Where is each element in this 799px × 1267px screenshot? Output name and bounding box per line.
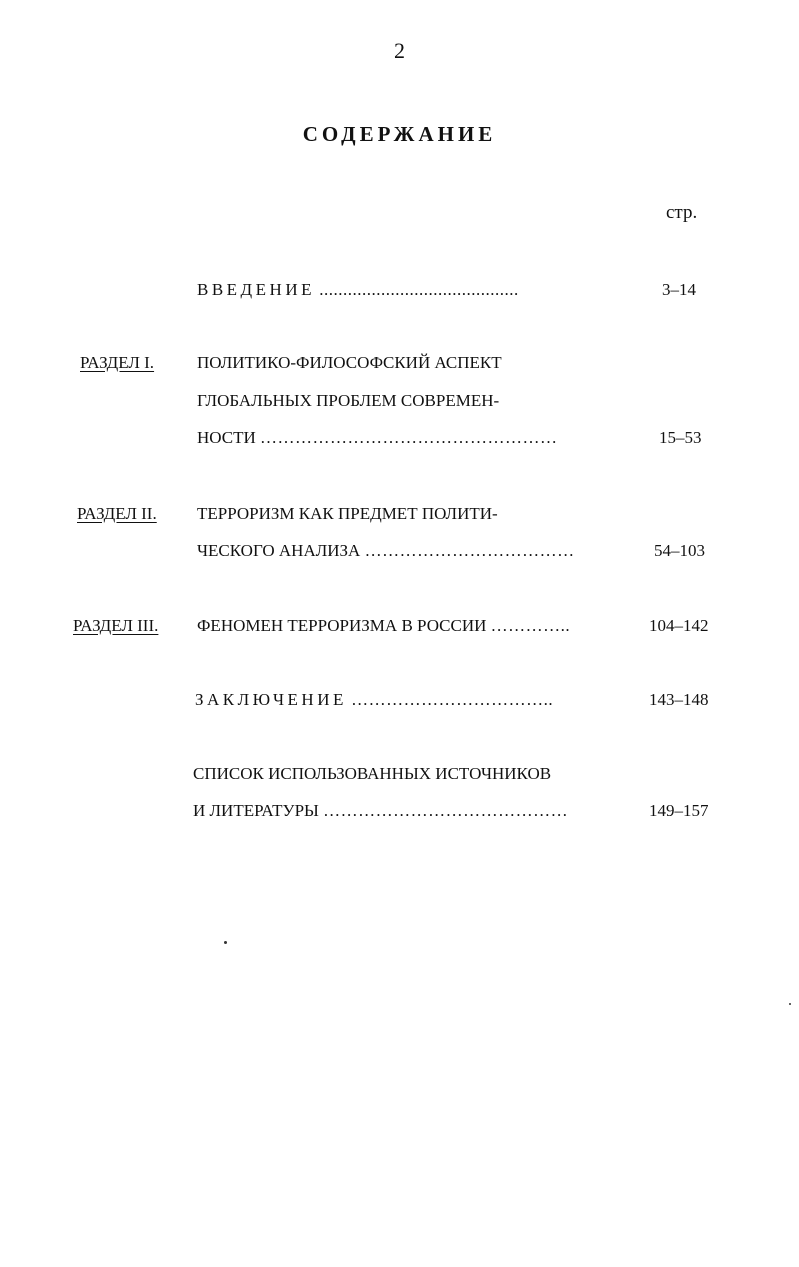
toc-entry-title: ФЕНОМЕН ТЕРРОРИЗМА В РОССИИ (197, 616, 487, 635)
toc-entry-pages: 3–14 (662, 280, 696, 299)
toc-entry-title: ПОЛИТИКО-ФИЛОСОФСКИЙ АСПЕКТ (197, 353, 502, 372)
toc-entry-introduction (197, 279, 519, 301)
page-title: СОДЕРЖАНИЕ (302, 122, 497, 146)
pages-column-header: стр. (666, 202, 698, 223)
toc-entry-title: НОСТИ (197, 428, 256, 447)
toc-entry-title-last-line (193, 800, 568, 822)
toc-entry-title: СПИСОК ИСПОЛЬЗОВАННЫХ ИСТОЧНИКОВ (193, 764, 552, 783)
toc-entry-pages: 15–53 (659, 428, 702, 447)
toc-entry-title-last-line (197, 427, 558, 449)
section-label: РАЗДЕЛ II. (77, 504, 157, 523)
toc-entry-pages: 143–148 (649, 690, 709, 709)
leader-dots: .......................................... (319, 280, 519, 299)
page-number: 2 (394, 38, 405, 63)
scan-speck (789, 1003, 791, 1005)
toc-entry-title-continued: ГЛОБАЛЬНЫХ ПРОБЛЕМ СОВРЕМЕН- (197, 391, 500, 410)
toc-entry-title-last-line (197, 540, 575, 562)
leader-dots: ………….. (490, 616, 571, 635)
toc-entry-conclusion (195, 689, 553, 711)
toc-entry-title: ТЕРРОРИЗМ КАК ПРЕДМЕТ ПОЛИТИ- (197, 504, 498, 523)
leader-dots: …………………………………… (323, 801, 569, 820)
toc-entry-title: ЗАКЛЮЧЕНИЕ (195, 690, 347, 709)
toc-entry-pages: 149–157 (649, 801, 709, 820)
leader-dots: …………………………………………… (260, 428, 558, 447)
toc-entry-title-last-line (197, 615, 570, 637)
toc-entry-title: ЧЕСКОГО АНАЛИЗА (197, 541, 361, 560)
section-label: РАЗДЕЛ III. (73, 616, 159, 635)
toc-entry-pages: 104–142 (649, 616, 709, 635)
toc-entry-title: И ЛИТЕРАТУРЫ (193, 801, 319, 820)
toc-entry-pages: 54–103 (654, 541, 705, 560)
section-label: РАЗДЕЛ I. (80, 353, 155, 372)
scan-speck (224, 941, 227, 944)
leader-dots: ……………………………… (364, 541, 575, 560)
toc-entry-title: ВВЕДЕНИЕ (197, 280, 315, 299)
leader-dots: …………………………….. (351, 690, 554, 709)
